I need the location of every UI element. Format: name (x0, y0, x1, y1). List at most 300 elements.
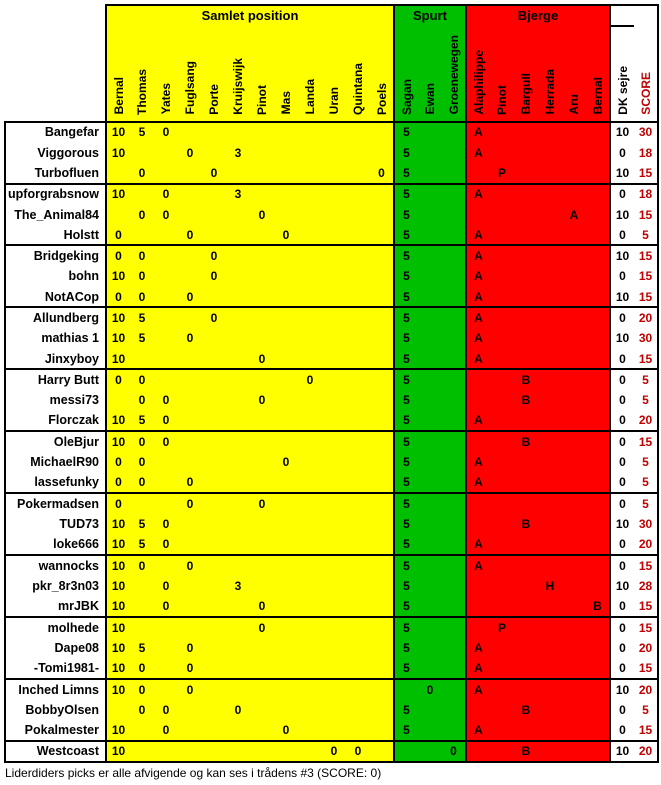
table-cell: 0 (610, 142, 634, 163)
group-spurt: Spurt (394, 5, 466, 26)
table-cell (586, 452, 610, 473)
table-cell (178, 122, 202, 143)
table-cell: 5 (634, 493, 658, 514)
player-name: Jinxyboy (5, 349, 106, 370)
table-cell (490, 741, 514, 762)
table-cell (226, 411, 250, 432)
table-cell (298, 576, 322, 597)
table-cell (562, 122, 586, 143)
player-name: Allundberg (5, 307, 106, 328)
table-cell (418, 349, 442, 370)
table-cell (274, 122, 298, 143)
table-cell: 15 (634, 431, 658, 452)
column-header-label: Groenewegen (446, 35, 461, 115)
table-row (5, 514, 658, 535)
table-cell: 0 (130, 266, 154, 287)
table-cell (202, 473, 226, 494)
table-cell (490, 638, 514, 659)
table-cell (562, 452, 586, 473)
table-cell: 5 (130, 534, 154, 555)
table-cell: 0 (178, 287, 202, 308)
table-cell (130, 576, 154, 597)
table-cell (322, 514, 346, 535)
table-cell: 5 (130, 411, 154, 432)
table-cell (298, 534, 322, 555)
table-cell: 10 (610, 287, 634, 308)
table-cell (442, 431, 466, 452)
table-row (5, 390, 658, 411)
table-cell (226, 122, 250, 143)
table-cell (226, 679, 250, 700)
table-cell (250, 142, 274, 163)
column-header-label: SCORE (638, 71, 653, 115)
table-cell (442, 452, 466, 473)
table-cell: 15 (634, 617, 658, 638)
table-cell (418, 741, 442, 762)
table-cell: A (466, 555, 490, 576)
table-cell (274, 576, 298, 597)
table-cell (226, 514, 250, 535)
table-cell (322, 700, 346, 721)
table-cell (490, 679, 514, 700)
table-cell (274, 163, 298, 184)
table-cell: 0 (610, 307, 634, 328)
table-cell: 3 (226, 184, 250, 205)
table-cell (442, 596, 466, 617)
table-row (5, 534, 658, 555)
table-cell (298, 452, 322, 473)
player-name: BobbyOlsen (5, 700, 106, 721)
table-cell: 0 (178, 328, 202, 349)
corner-cell-2 (5, 26, 106, 122)
player-name: upforgrabsnow (5, 184, 106, 205)
table-cell (298, 514, 322, 535)
column-header (154, 26, 178, 122)
table-cell (226, 638, 250, 659)
table-cell (178, 163, 202, 184)
column-header-label: Alaphilippe (471, 49, 486, 115)
table-cell: 0 (106, 225, 130, 246)
table-cell (370, 225, 394, 246)
corner-cell (5, 5, 106, 26)
table-cell: 0 (610, 369, 634, 390)
table-cell: 5 (634, 390, 658, 411)
table-cell (514, 576, 538, 597)
table-cell (538, 122, 562, 143)
table-cell (370, 328, 394, 349)
table-cell (274, 431, 298, 452)
table-cell (346, 596, 370, 617)
table-cell: B (514, 390, 538, 411)
table-cell: 0 (610, 638, 634, 659)
table-cell (490, 349, 514, 370)
column-header-label: DK sejre (615, 65, 630, 115)
table-cell (226, 266, 250, 287)
table-cell (466, 431, 490, 452)
table-cell (418, 576, 442, 597)
table-cell (346, 700, 370, 721)
table-cell (562, 617, 586, 638)
table-cell: 0 (154, 204, 178, 225)
table-cell (466, 204, 490, 225)
table-cell (562, 328, 586, 349)
table-cell: 0 (130, 390, 154, 411)
table-cell: 0 (610, 473, 634, 494)
column-header-row (5, 26, 658, 122)
table-cell: 5 (394, 596, 418, 617)
table-cell (322, 617, 346, 638)
table-cell (538, 534, 562, 555)
table-cell (514, 679, 538, 700)
table-cell: 0 (370, 163, 394, 184)
table-cell (490, 142, 514, 163)
table-cell (370, 473, 394, 494)
player-name: mathias 1 (5, 328, 106, 349)
table-cell: A (466, 411, 490, 432)
table-cell (322, 122, 346, 143)
table-cell: A (466, 473, 490, 494)
table-cell: 0 (130, 163, 154, 184)
table-cell: 10 (106, 411, 130, 432)
table-cell (538, 555, 562, 576)
table-cell (322, 431, 346, 452)
table-cell: 0 (178, 555, 202, 576)
column-header-label: Sagan (399, 78, 414, 115)
table-cell (250, 555, 274, 576)
column-header (130, 26, 154, 122)
table-cell (370, 245, 394, 266)
player-name: Inched Limns (5, 679, 106, 700)
table-cell (490, 576, 514, 597)
table-cell (250, 700, 274, 721)
table-row (5, 204, 658, 225)
table-cell (538, 287, 562, 308)
column-header-label: Ewan (423, 83, 437, 115)
table-cell (586, 142, 610, 163)
table-cell (202, 617, 226, 638)
table-cell (514, 493, 538, 514)
table-cell (154, 266, 178, 287)
table-cell: 15 (634, 658, 658, 679)
table-cell: 0 (178, 658, 202, 679)
table-cell: 10 (106, 349, 130, 370)
table-cell (586, 266, 610, 287)
table-cell (418, 225, 442, 246)
table-cell: 0 (322, 741, 346, 762)
table-cell (202, 142, 226, 163)
table-cell (514, 349, 538, 370)
table-cell: 10 (106, 555, 130, 576)
table-cell: 10 (106, 328, 130, 349)
table-cell (250, 514, 274, 535)
group-bjerge: Bjerge (466, 5, 610, 26)
table-cell (226, 658, 250, 679)
table-row (5, 576, 658, 597)
table-cell (178, 431, 202, 452)
table-cell (274, 679, 298, 700)
table-cell (298, 163, 322, 184)
table-cell (514, 638, 538, 659)
table-cell (370, 204, 394, 225)
table-cell (442, 473, 466, 494)
table-cell (490, 287, 514, 308)
table-cell: 0 (130, 700, 154, 721)
table-cell (490, 390, 514, 411)
player-name: TUD73 (5, 514, 106, 535)
table-cell (346, 204, 370, 225)
table-row (5, 142, 658, 163)
table-cell (586, 163, 610, 184)
table-cell (346, 184, 370, 205)
column-header-label: Fuglsang (183, 61, 197, 115)
table-cell (154, 638, 178, 659)
table-cell: 10 (106, 514, 130, 535)
table-cell (586, 287, 610, 308)
table-cell (538, 720, 562, 741)
table-cell (202, 390, 226, 411)
table-cell (298, 596, 322, 617)
table-cell (442, 617, 466, 638)
table-cell (514, 225, 538, 246)
table-cell: 10 (106, 122, 130, 143)
table-cell (490, 720, 514, 741)
table-cell (370, 287, 394, 308)
table-cell (514, 596, 538, 617)
table-cell (562, 658, 586, 679)
table-cell (298, 741, 322, 762)
table-cell (322, 328, 346, 349)
column-header (610, 26, 634, 122)
table-cell (274, 638, 298, 659)
table-cell (586, 555, 610, 576)
table-cell (178, 617, 202, 638)
table-cell (370, 184, 394, 205)
table-cell (154, 617, 178, 638)
table-cell (418, 369, 442, 390)
table-cell (442, 638, 466, 659)
table-cell (154, 658, 178, 679)
table-cell (298, 411, 322, 432)
player-name: Turbofluen (5, 163, 106, 184)
table-cell (514, 266, 538, 287)
table-cell: 15 (634, 349, 658, 370)
table-cell (178, 390, 202, 411)
column-header (106, 26, 130, 122)
table-cell (514, 555, 538, 576)
table-cell (226, 225, 250, 246)
table-cell (394, 679, 418, 700)
table-cell (178, 534, 202, 555)
table-cell: 0 (202, 163, 226, 184)
table-cell (250, 452, 274, 473)
player-name: Viggorous (5, 142, 106, 163)
table-cell (346, 245, 370, 266)
table-row (5, 658, 658, 679)
table-cell (562, 245, 586, 266)
table-cell (514, 720, 538, 741)
table-cell (562, 534, 586, 555)
table-cell (250, 534, 274, 555)
table-cell (130, 184, 154, 205)
table-cell: 5 (394, 163, 418, 184)
table-cell (226, 741, 250, 762)
table-cell (442, 287, 466, 308)
table-cell (562, 596, 586, 617)
table-cell: 5 (394, 142, 418, 163)
table-cell (418, 638, 442, 659)
table-cell (418, 431, 442, 452)
table-cell (346, 658, 370, 679)
table-cell (514, 122, 538, 143)
table-cell: 0 (610, 493, 634, 514)
player-name: Pokermadsen (5, 493, 106, 514)
table-cell (466, 741, 490, 762)
table-cell: A (466, 122, 490, 143)
table-cell (298, 473, 322, 494)
table-cell (490, 328, 514, 349)
table-cell: 10 (106, 307, 130, 328)
table-cell (322, 679, 346, 700)
table-cell (442, 142, 466, 163)
player-name: Westcoast (5, 741, 106, 762)
table-cell: 0 (610, 431, 634, 452)
table-cell (274, 493, 298, 514)
table-cell (562, 287, 586, 308)
table-row (5, 225, 658, 246)
table-cell (322, 245, 346, 266)
column-header (250, 26, 274, 122)
table-row (5, 452, 658, 473)
table-row (5, 307, 658, 328)
table-cell (586, 658, 610, 679)
table-cell: A (466, 720, 490, 741)
table-cell (322, 349, 346, 370)
table-cell (490, 473, 514, 494)
column-header (298, 26, 322, 122)
table-cell: 5 (634, 225, 658, 246)
table-cell: 5 (394, 204, 418, 225)
group-samlet-position: Samlet position (106, 5, 394, 26)
table-cell (466, 576, 490, 597)
table-row (5, 122, 658, 143)
player-name: bohn (5, 266, 106, 287)
table-cell (274, 534, 298, 555)
table-cell: 0 (610, 534, 634, 555)
table-cell (490, 225, 514, 246)
table-cell (226, 617, 250, 638)
table-cell (466, 390, 490, 411)
table-cell (538, 349, 562, 370)
table-cell (322, 638, 346, 659)
table-cell (346, 638, 370, 659)
column-header-label: Pinot (495, 84, 509, 115)
table-cell (274, 184, 298, 205)
table-cell: 10 (106, 266, 130, 287)
table-row (5, 617, 658, 638)
table-cell (202, 349, 226, 370)
table-cell (226, 473, 250, 494)
table-cell: 5 (394, 555, 418, 576)
table-cell (226, 369, 250, 390)
table-cell (274, 369, 298, 390)
table-cell (538, 638, 562, 659)
table-cell (442, 225, 466, 246)
table-cell (466, 514, 490, 535)
table-cell: A (466, 349, 490, 370)
table-cell: 5 (394, 266, 418, 287)
table-cell (226, 287, 250, 308)
table-cell (466, 493, 490, 514)
table-cell (538, 700, 562, 721)
table-cell: 0 (274, 452, 298, 473)
table-cell (514, 411, 538, 432)
table-cell (154, 349, 178, 370)
table-cell: 0 (610, 225, 634, 246)
table-cell: 15 (634, 720, 658, 741)
table-cell: 5 (394, 700, 418, 721)
player-name: The_Animal84 (5, 204, 106, 225)
table-cell (442, 204, 466, 225)
table-cell (538, 741, 562, 762)
table-cell (586, 493, 610, 514)
table-cell: 15 (634, 555, 658, 576)
table-cell: P (490, 617, 514, 638)
column-header (226, 26, 250, 122)
table-cell (250, 431, 274, 452)
table-row (5, 287, 658, 308)
table-cell (442, 555, 466, 576)
table-cell (202, 658, 226, 679)
table-cell (562, 266, 586, 287)
table-cell: 0 (154, 431, 178, 452)
table-row (5, 720, 658, 741)
table-cell (370, 720, 394, 741)
table-cell (202, 720, 226, 741)
table-cell (586, 473, 610, 494)
table-cell: 30 (634, 514, 658, 535)
table-cell (586, 411, 610, 432)
table-cell (586, 700, 610, 721)
table-cell (178, 245, 202, 266)
table-cell (298, 658, 322, 679)
table-cell: 10 (106, 596, 130, 617)
table-cell (514, 658, 538, 679)
table-cell (274, 411, 298, 432)
table-cell: 0 (130, 287, 154, 308)
table-cell (442, 369, 466, 390)
table-cell (586, 514, 610, 535)
table-cell (226, 245, 250, 266)
table-cell (418, 122, 442, 143)
table-cell (346, 679, 370, 700)
table-cell (178, 700, 202, 721)
table-cell (562, 493, 586, 514)
table-cell: 10 (106, 741, 130, 762)
table-cell (178, 307, 202, 328)
table-cell: 20 (634, 679, 658, 700)
table-cell (490, 596, 514, 617)
table-cell (274, 658, 298, 679)
column-header-label: Herrada (543, 69, 557, 115)
table-cell (586, 431, 610, 452)
column-header-label: Quintana (351, 62, 365, 115)
table-cell (514, 184, 538, 205)
table-cell: 0 (250, 617, 274, 638)
table-row (5, 679, 658, 700)
table-cell (202, 493, 226, 514)
column-header (538, 26, 562, 122)
table-cell: 0 (610, 266, 634, 287)
